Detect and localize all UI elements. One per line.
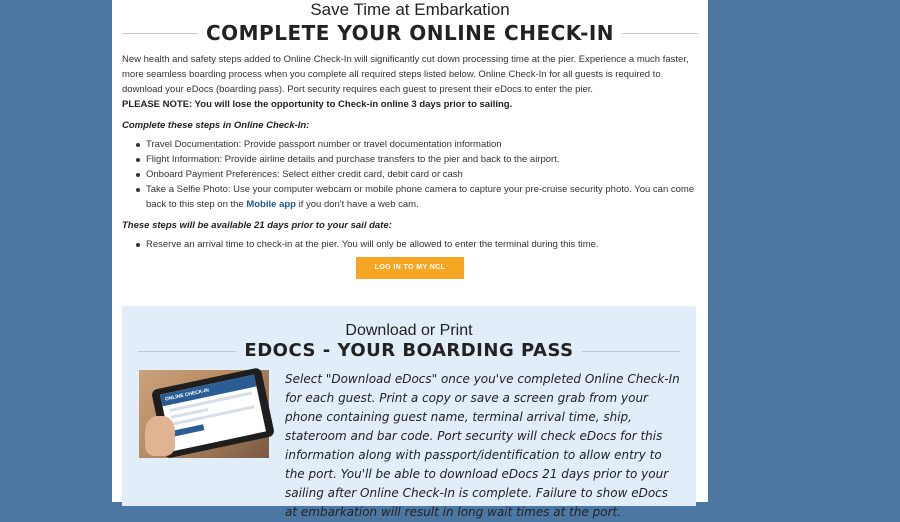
edocs-body bbox=[122, 370, 696, 522]
edocs-rule-left bbox=[138, 351, 236, 352]
phone-checkin-image bbox=[139, 370, 269, 458]
selfie-text-after: if you don't have a web cam. bbox=[295, 199, 419, 210]
cta-wrap bbox=[122, 257, 698, 279]
later-steps-list bbox=[136, 237, 698, 252]
selfie-text-before: Take a Selfie Photo: Use your computer webcam or mobile phone camera to capture your pre-cruise security photo. You can come back to this step on the bbox=[146, 184, 695, 210]
title-rule-left bbox=[122, 33, 198, 34]
edocs-section bbox=[122, 306, 696, 519]
edocs-title: EDOCS - YOUR BOARDING PASS bbox=[244, 340, 574, 361]
phone-screen bbox=[160, 375, 266, 452]
checkin-title: COMPLETE YOUR ONLINE CHECK-IN bbox=[205, 21, 615, 45]
phone-screen-title: ONLINE CHECK-IN bbox=[160, 375, 256, 407]
checkin-header bbox=[112, 0, 708, 46]
step-onboard-payment: Onboard Payment Preferences: Select either credit card, debit card or cash bbox=[136, 167, 698, 182]
intro-paragraph: New health and safety steps added to Online Check-In will significantly cut down processing time at the pier. Experience a much faster, more seamless boarding process when you complete all required steps listed below. Online Check-In for all guests is required to download your eDocs (boarding pass). Port security requires each guest to present their eDocs to enter the pier. bbox=[122, 54, 689, 95]
mobile-app-link[interactable]: Mobile app bbox=[246, 199, 296, 210]
step-flight-information: Flight Information: Provide airline details and purchase transfers to the pier and back to the airport. bbox=[136, 152, 698, 167]
edocs-rule-right bbox=[582, 351, 680, 352]
checkin-deadline-note: PLEASE NOTE: You will lose the opportunity to Check-in online 3 days prior to sailing. bbox=[122, 99, 513, 110]
checkin-content bbox=[112, 46, 708, 279]
screen-button bbox=[174, 424, 205, 436]
hand-thumb bbox=[145, 416, 175, 456]
edocs-title-row bbox=[138, 340, 680, 362]
later-steps-heading: These steps will be available 21 days prior to your sail date: bbox=[122, 220, 392, 231]
edocs-subtitle: Download or Print bbox=[345, 322, 473, 339]
step-travel-documentation: Travel Documentation: Provide passport number or travel documentation information bbox=[136, 137, 698, 152]
intro-section bbox=[122, 52, 698, 112]
step-arrival-time: Reserve an arrival time to check-in at the pier. You will only be allowed to enter the terminal during this time. bbox=[136, 237, 698, 252]
checkin-subtitle: Save Time at Embarkation bbox=[310, 0, 510, 19]
steps-list bbox=[136, 137, 698, 212]
edocs-description: Select "Download eDocs" once you've completed Online Check-In for each guest. Print a copy or save a screen grab from your phone containing guest name, terminal arrival time, ship, stateroom and bar code. Port security will check eDocs for this information along with passport/identification to allow entry to the port. You'll be able to download eDocs 21 days prior to your sailing after Online Check-In is complete. Failure to show eDocs at embarkation will result in long wait times at the port. bbox=[285, 372, 680, 519]
content-panel bbox=[112, 0, 708, 519]
checkin-title-row bbox=[122, 20, 698, 46]
steps-heading: Complete these steps in Online Check-In: bbox=[122, 120, 310, 131]
step-selfie-photo bbox=[136, 182, 698, 212]
login-my-ncl-button[interactable]: LOG IN TO MY NCL bbox=[356, 257, 464, 279]
title-rule-right bbox=[622, 33, 698, 34]
